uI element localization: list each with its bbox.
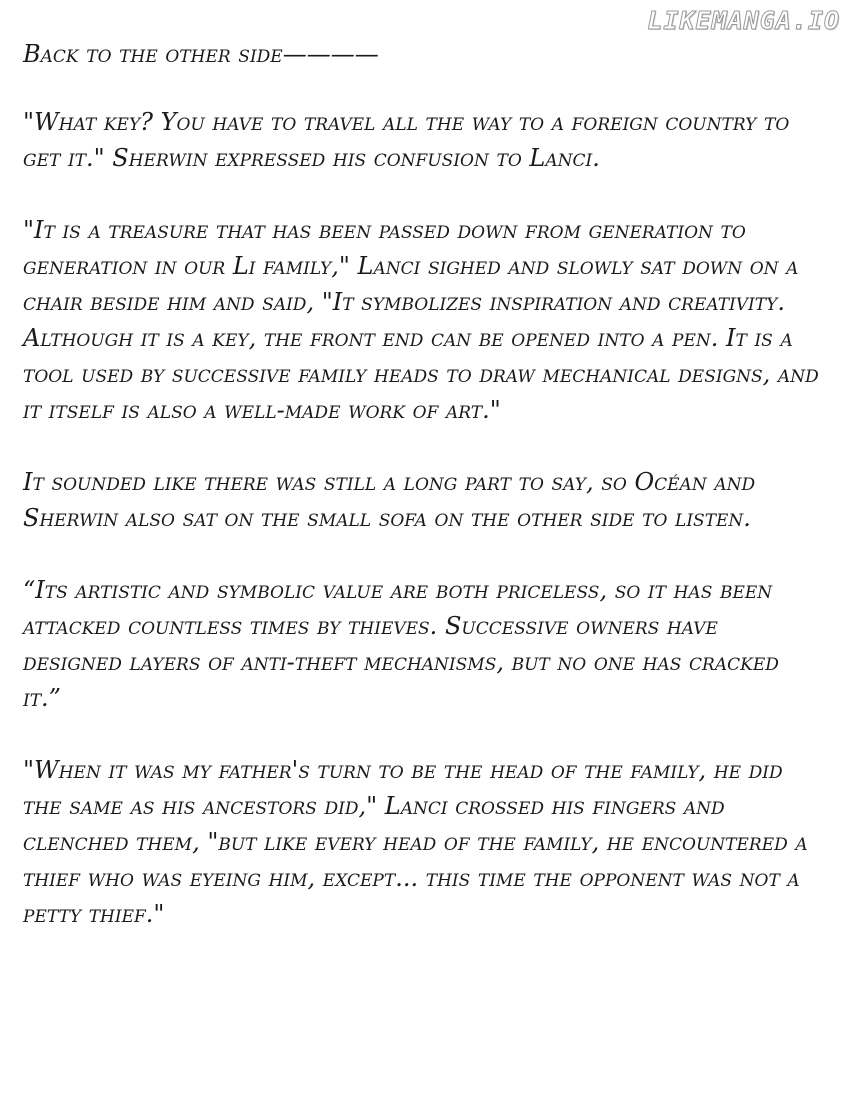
site-watermark: LIKEMANGA.IO: [647, 6, 840, 35]
scene-heading: Back to the other side————: [23, 40, 379, 68]
paragraph-2: "It is a treasure that has been passed down from generation to generation in our Li family," Lanci sighed and slowly sat down on a chair beside him and said, "It symbolizes inspiration and creativity. Although it is a key, the front end can be opened into a pen. It is a tool used by successive family heads to draw mechanical designs, and it itself is also a well-made work of art.": [23, 216, 819, 424]
paragraph-4: “Its artistic and symbolic value are both priceless, so it has been attacked countless times by thieves. Successive owners have designed layers of anti-theft mechanisms, but no one has cracked it.”: [23, 576, 779, 712]
chapter-text: [23, 36, 823, 968]
paragraph-3: It sounded like there was still a long part to say, so Océan and Sherwin also sat on the small sofa on the other side to listen.: [23, 468, 756, 532]
paragraph-5: "When it was my father's turn to be the head of the family, he did the same as his ancestors did," Lanci crossed his fingers and clenched them, "but like every head of the family, he encountered a thief who was eyeing him, except... this time the opponent was not a petty thief.": [23, 756, 808, 928]
paragraph-1: "What key? You have to travel all the way to a foreign country to get it." Sherwin expressed his confusion to Lanci.: [23, 108, 790, 172]
